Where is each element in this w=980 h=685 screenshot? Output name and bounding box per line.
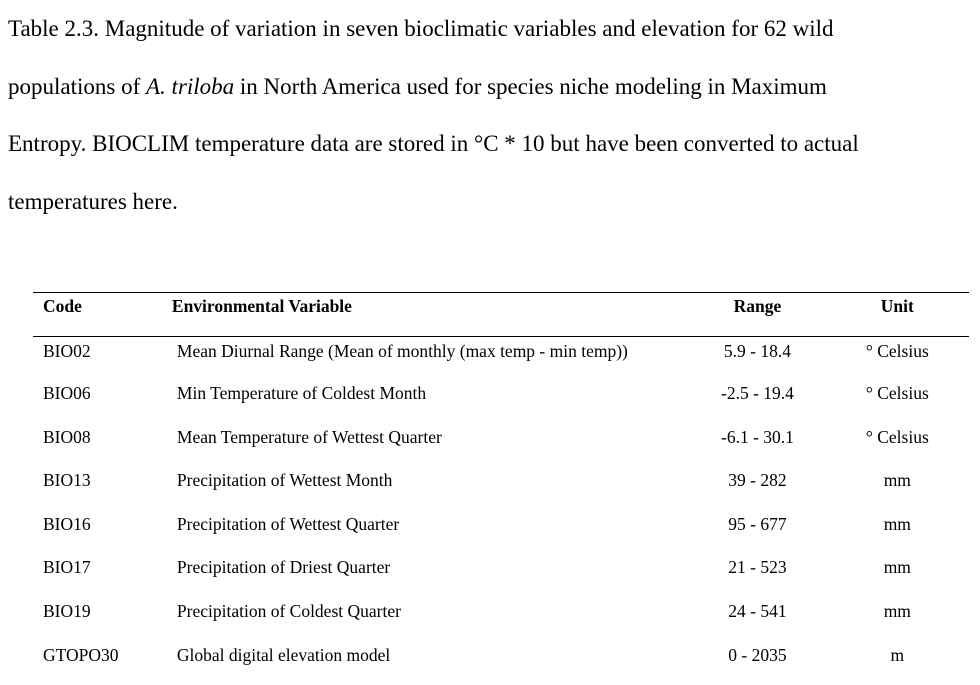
table-caption: [8, 0, 968, 230]
cell-unit: ° Celsius: [826, 337, 969, 381]
table-row: [33, 511, 969, 555]
header-code: Code: [33, 293, 172, 337]
cell-range: 24 - 541: [689, 598, 825, 642]
cell-range: 95 - 677: [689, 511, 825, 555]
cell-range: -6.1 - 30.1: [689, 424, 825, 468]
cell-range: 21 - 523: [689, 554, 825, 598]
table-row: [33, 337, 969, 381]
header-variable: Environmental Variable: [172, 293, 689, 337]
table-header: [33, 293, 969, 337]
cell-code: BIO06: [33, 380, 172, 424]
cell-unit: mm: [826, 598, 969, 642]
cell-code: BIO13: [33, 467, 172, 511]
cell-variable: Precipitation of Driest Quarter: [172, 554, 689, 598]
cell-variable: Mean Temperature of Wettest Quarter: [172, 424, 689, 468]
cell-code: BIO16: [33, 511, 172, 555]
cell-variable: Min Temperature of Coldest Month: [172, 380, 689, 424]
species-name: A. triloba: [146, 74, 234, 99]
cell-variable: Global digital elevation model: [172, 642, 689, 685]
table-row: [33, 554, 969, 598]
cell-code: BIO19: [33, 598, 172, 642]
table-body: [33, 337, 969, 685]
cell-unit: mm: [826, 511, 969, 555]
caption-line-4: temperatures here.: [8, 173, 968, 231]
cell-range: 39 - 282: [689, 467, 825, 511]
table-row: [33, 467, 969, 511]
cell-code: BIO02: [33, 337, 172, 381]
variables-table-container: [33, 292, 969, 685]
cell-unit: ° Celsius: [826, 380, 969, 424]
cell-variable: Precipitation of Coldest Quarter: [172, 598, 689, 642]
cell-variable: Mean Diurnal Range (Mean of monthly (max temp - min temp)): [172, 337, 689, 381]
caption-line-1: Table 2.3. Magnitude of variation in seven bioclimatic variables and elevation for 62 wild: [8, 0, 968, 58]
cell-code: BIO08: [33, 424, 172, 468]
cell-code: BIO17: [33, 554, 172, 598]
table-row: [33, 380, 969, 424]
caption-line-2-prefix: populations of: [8, 74, 146, 99]
caption-line-2: [8, 58, 968, 116]
variables-table: [33, 292, 969, 685]
table-row: [33, 424, 969, 468]
cell-range: -2.5 - 19.4: [689, 380, 825, 424]
header-row: [33, 293, 969, 337]
header-range: Range: [689, 293, 825, 337]
cell-unit: mm: [826, 554, 969, 598]
cell-unit: m: [826, 642, 969, 685]
cell-unit: ° Celsius: [826, 424, 969, 468]
cell-variable: Precipitation of Wettest Month: [172, 467, 689, 511]
caption-line-3: Entropy. BIOCLIM temperature data are stored in °C * 10 but have been converted to actual: [8, 115, 968, 173]
table-row: [33, 642, 969, 685]
cell-code: GTOPO30: [33, 642, 172, 685]
cell-range: 0 - 2035: [689, 642, 825, 685]
header-unit: Unit: [826, 293, 969, 337]
cell-unit: mm: [826, 467, 969, 511]
caption-line-2-suffix: in North America used for species niche modeling in Maximum: [234, 74, 827, 99]
cell-variable: Precipitation of Wettest Quarter: [172, 511, 689, 555]
table-row: [33, 598, 969, 642]
cell-range: 5.9 - 18.4: [689, 337, 825, 381]
